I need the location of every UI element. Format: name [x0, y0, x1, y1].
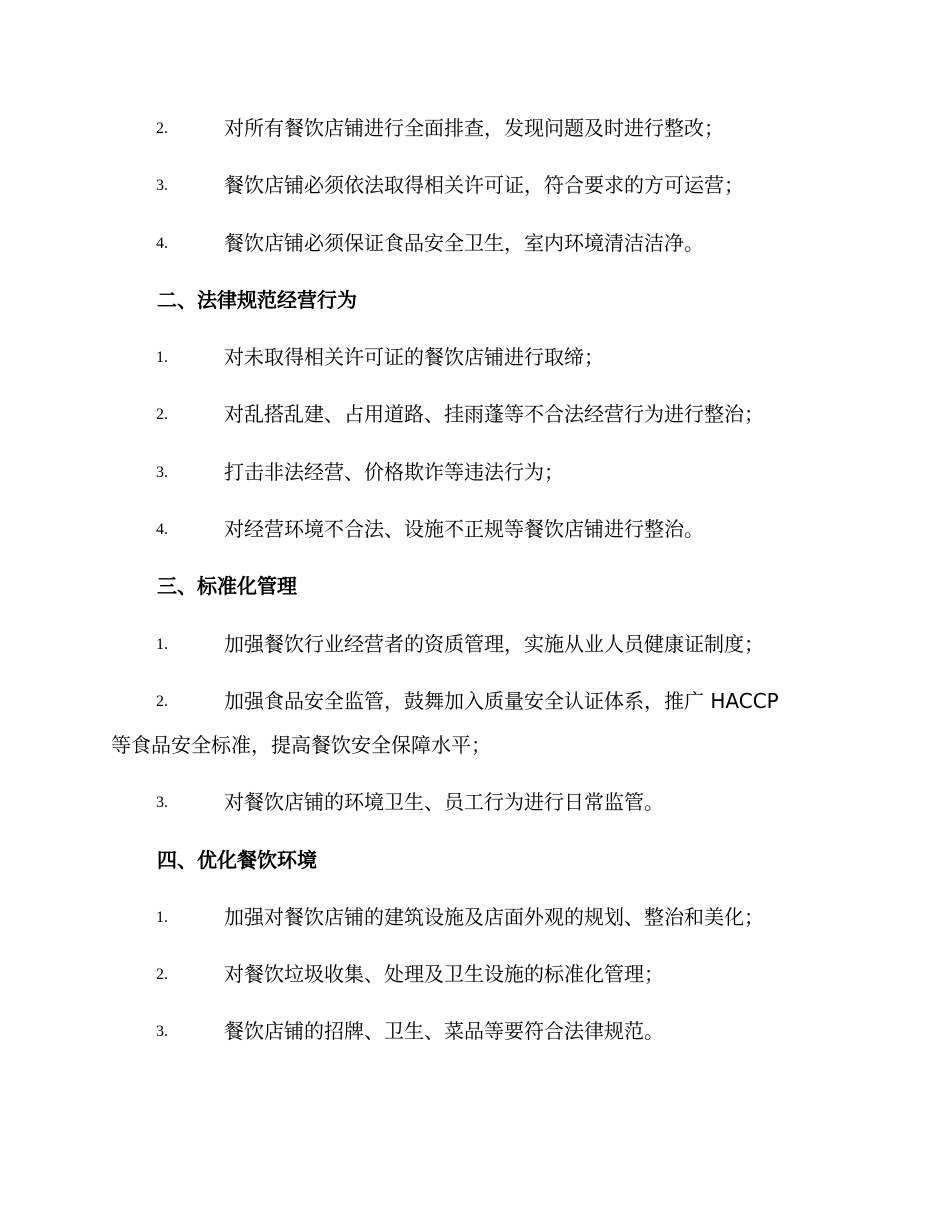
list-item-text: 对餐饮垃圾收集、处理及卫生设施的标准化管理；	[224, 962, 664, 987]
list-item-number: 1.	[156, 908, 168, 926]
list-item	[0, 165, 950, 205]
list-item-number: 1.	[156, 635, 168, 653]
list-item	[0, 897, 950, 937]
list-item	[0, 681, 950, 765]
document-body	[0, 108, 950, 1069]
section-heading-standardization: 三、标准化管理	[157, 574, 297, 599]
list-item-text: 对经营环境不合法、设施不正规等餐饮店铺进行整治。	[224, 517, 704, 542]
list-item	[0, 108, 950, 148]
list-item	[0, 394, 950, 434]
list-item-text: 对乱搭乱建、占用道路、挂雨蓬等不合法经营行为进行整治；	[224, 402, 764, 427]
list-item	[0, 452, 950, 492]
list-item-number: 3.	[156, 177, 168, 195]
list-item-number: 1.	[156, 349, 168, 367]
list-item	[0, 223, 950, 263]
list-item-number: 2.	[156, 966, 168, 984]
list-item-number: 3.	[156, 794, 168, 812]
list-item-number: 4.	[156, 234, 168, 252]
list-item-text: 加强食品安全监管，鼓舞加入质量安全认证体系，推广 HACCP	[224, 688, 779, 713]
list-item-text: 对未取得相关许可证的餐饮店铺进行取缔；	[224, 345, 604, 370]
list-item	[0, 782, 950, 822]
list-item	[0, 337, 950, 377]
list-item-number: 2.	[156, 406, 168, 424]
list-item	[0, 1011, 950, 1051]
list-item-text: 餐饮店铺必须保证食品安全卫生，室内环境清洁洁净。	[224, 230, 704, 255]
section-heading-legal: 二、法律规范经营行为	[157, 287, 357, 312]
list-item-number: 3.	[156, 1023, 168, 1041]
list-item-text-continuation: 等食品安全标准，提高餐饮安全保障水平；	[111, 732, 491, 757]
list-item-text: 加强对餐饮店铺的建筑设施及店面外观的规划、整治和美化；	[224, 904, 764, 929]
list-item	[0, 954, 950, 994]
list-item-number: 2.	[156, 120, 168, 137]
list-item-number: 4.	[156, 521, 168, 539]
list-item-number: 2.	[156, 692, 168, 710]
list-item-text: 餐饮店铺必须依法取得相关许可证，符合要求的方可运营；	[224, 173, 744, 198]
list-item-number: 3.	[156, 463, 168, 481]
list-item-text: 对所有餐饮店铺进行全面排查，发现问题及时进行整改；	[224, 116, 724, 140]
list-item	[0, 624, 950, 664]
list-item-text: 餐饮店铺的招牌、卫生、菜品等要符合法律规范。	[224, 1019, 664, 1044]
list-item-text: 加强餐饮行业经营者的资质管理，实施从业人员健康证制度；	[224, 631, 764, 656]
list-item	[0, 509, 950, 549]
section-heading-environment: 四、优化餐饮环境	[157, 847, 317, 872]
list-item-text: 对餐饮店铺的环境卫生、员工行为进行日常监管。	[224, 790, 664, 815]
list-item-text: 打击非法经营、价格欺诈等违法行为；	[224, 459, 564, 484]
